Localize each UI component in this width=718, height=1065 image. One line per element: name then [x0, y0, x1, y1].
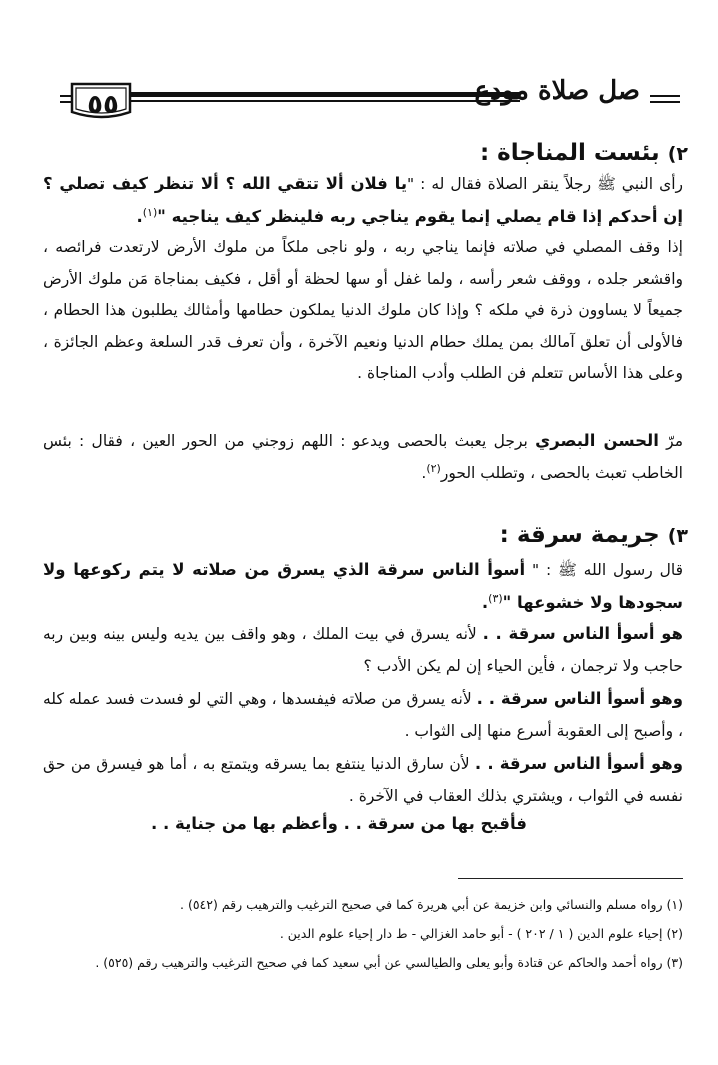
- emphasis: وهو أسوأ الناس سرقة . .: [474, 754, 683, 773]
- section-number: ٢): [667, 143, 688, 165]
- footnote-2: (٢) إحياء علوم الدين ( ١ / ٢٠٢ ) - أبو حامد الغزالي - ط دار إحياء علوم الدين .: [279, 926, 683, 941]
- closing-line: فأقبح بها من سرقة . . وأعظم بها من جناية . .: [151, 814, 527, 833]
- paragraph: [43, 554, 683, 619]
- emphasis: وهو أسوأ الناس سرقة . .: [476, 689, 683, 708]
- footnote-separator: [458, 878, 683, 879]
- hadith-quote: أسوأ الناس سرقة الذي يسرق من صلاته لا يتم ركوعها ولا سجودها ولا خشوعها: [43, 560, 683, 612]
- text-run: قال رسول الله ﷺ : ": [525, 561, 683, 579]
- footnote-ref[interactable]: (٣): [488, 591, 503, 605]
- text-run: رأى النبي ﷺ رجلاً ينقر الصلاة فقال له : ": [407, 175, 683, 193]
- paragraph: [43, 232, 683, 390]
- text-run: إذا وقف المصلي في صلاته فإنما يناجي ربه ، ولو ناجى ملكاً من ملوك الأرض لارتعدت فرائصه ، واقشعر جلده ، ووقف شعر رأسه ، ولما غفل أو سها لحظة أو أقل ، فكيف بمناجاة مَن ملوك الأرض جميعاً لا يساوون ذرة في ملكه ؟ وإذا كان ملوك الدنيا يملكون حطامها وأمثالك يطلبون هذا الحطام ، فالأولى أن تعلق آمالك بمن يملك حطام الدنيا ونعيم الآخرة ، وأن تعرف قدر السلعة وعظم الجائزة ، وعلى هذا الأساس تتعلم فن الطلب وأدب المناجاة .: [43, 238, 683, 382]
- section-title: بئست المناجاة :: [479, 140, 660, 166]
- text-run: مرّ: [658, 432, 684, 450]
- emphasis: هو أسوأ الناس سرقة . .: [482, 624, 683, 643]
- text-run: .: [136, 206, 143, 226]
- footnote-1: (١) رواه مسلم والنسائي وابن خزيمة عن أبي هريرة كما في صحيح الترغيب والترهيب رقم (٥٤٢) .: [180, 897, 683, 912]
- page-header: [60, 70, 680, 130]
- section-title: جريمة سرقة :: [499, 522, 660, 548]
- paragraph: [43, 425, 683, 489]
- running-title: صل صلاة مودع: [474, 76, 640, 106]
- paragraph: [43, 748, 683, 812]
- paragraph: [43, 618, 683, 682]
- page-number: ٥٥: [87, 90, 119, 120]
- text-run: ": [502, 592, 518, 612]
- person-name: الحسن البصري: [535, 431, 659, 450]
- text-run: .: [481, 592, 489, 612]
- text-run: .: [421, 463, 427, 482]
- text-run: لأن سارق الدنيا ينتفع بما يسرقه ويتمتع به ، أما هو فيسرق من حق نفسه في الثواب ، ويشتري بذلك العقاب في الآخرة .: [43, 755, 683, 805]
- footnote-3: (٣) رواه أحمد والحاكم عن قتادة وأبو يعلى والطيالسي عن أبي سعيد كما في صحيح الترغيب والترهيب رقم (٥٢٥) .: [95, 955, 683, 970]
- text-run: برجل يعبث بالحصى ويدعو : اللهم زوجني من الحور العين ، فقال : بئس الخاطب تعبث بالحصى ، وتطلب الحور: [43, 432, 683, 482]
- footnote-ref[interactable]: (٢): [426, 461, 441, 475]
- text-run: لأنه يسرق في بيت الملك ، وهو واقف بين يديه وليس بينه وبين ربه حاجب ولا ترجمان ، فأين الحياء إن لم يكن الأدب ؟: [43, 625, 683, 675]
- text-run: لأنه يسرق من صلاته فيفسدها ، وهي التي لو فسدت فسد عمله كله ، وأصبح إلى العقوبة أسرع منها إلى الثواب .: [43, 690, 683, 740]
- section-heading-3: [500, 522, 688, 548]
- section-heading-2: [480, 140, 688, 166]
- footnote-ref[interactable]: (١): [142, 205, 158, 219]
- footnotes: [40, 890, 683, 977]
- text-run: ": [157, 206, 172, 226]
- paragraph: [43, 168, 683, 233]
- section-number: ٣): [667, 525, 688, 547]
- hadith-quote: يا فلان ألا تتقي الله ؟ ألا تنظر كيف تصلي ؟ إن أحدكم إذا قام يصلي إنما يقوم يناجي ربه فلينظر كيف يناجيه: [43, 174, 683, 226]
- paragraph: [43, 683, 683, 747]
